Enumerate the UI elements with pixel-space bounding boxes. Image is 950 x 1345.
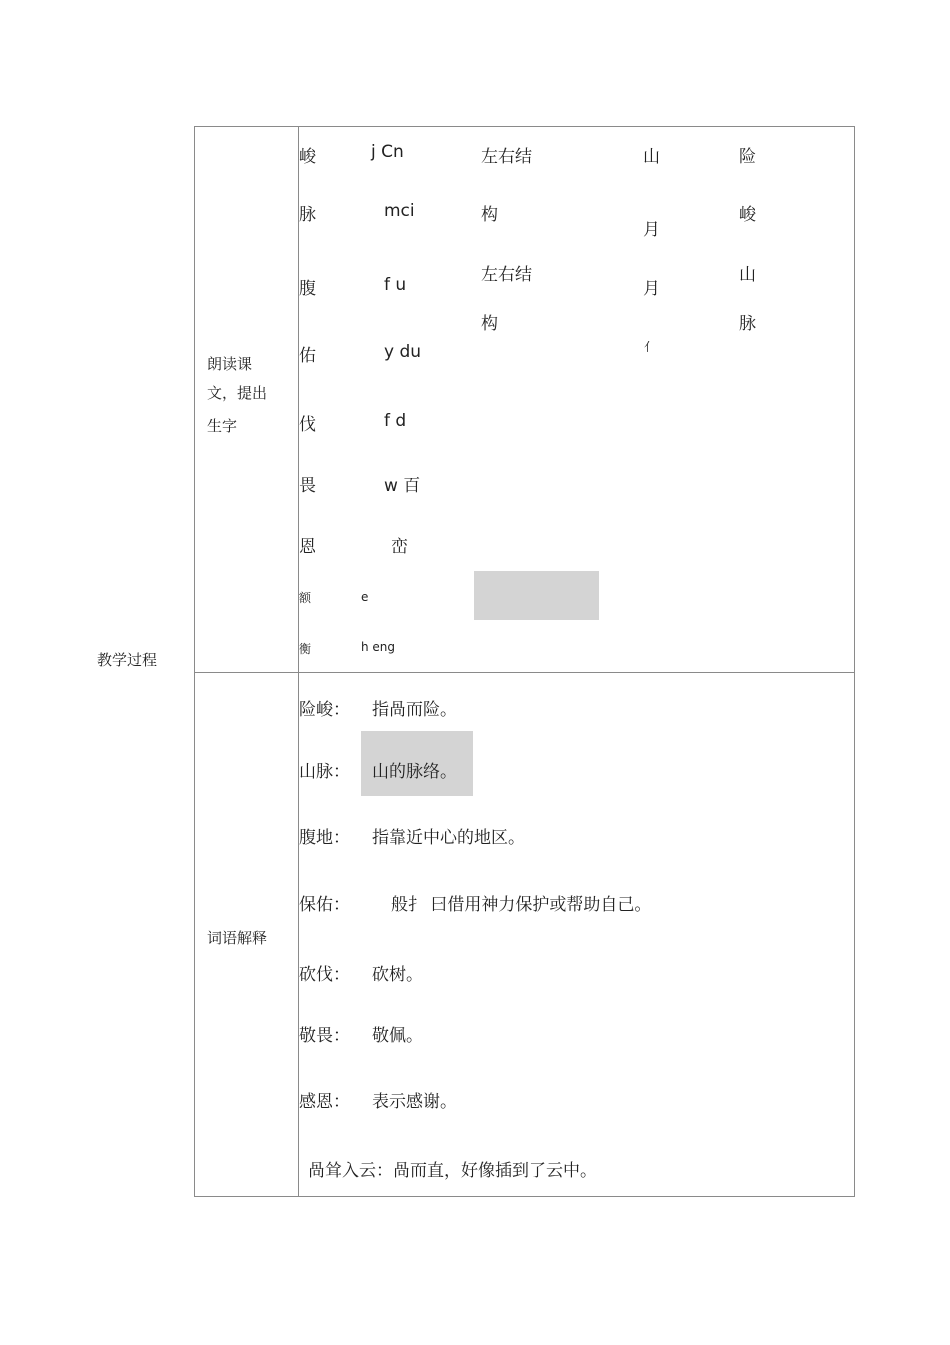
table-right-border xyxy=(854,126,855,1197)
pinyin-cell: j Cn xyxy=(371,142,404,162)
char-cell: 衡 xyxy=(299,642,312,656)
char-cell: 恩 xyxy=(299,537,316,557)
pinyin-cell: e xyxy=(361,590,369,604)
structure-cell: 构 xyxy=(481,314,498,334)
term-cell: 险峻： xyxy=(299,700,350,720)
char-cell: 脉 xyxy=(299,205,316,225)
pinyin-cell: w 百 xyxy=(384,476,421,496)
char-cell: 畏 xyxy=(299,476,316,496)
section1-label-line: 文，提出 xyxy=(207,384,268,402)
radical-cell: 山 xyxy=(643,147,660,167)
structure-cell: 左右结 xyxy=(481,147,532,167)
pinyin-cell: mci xyxy=(384,201,415,221)
term-cell: 保佑： xyxy=(299,895,350,915)
definition-cell: 敬佩。 xyxy=(372,1026,423,1046)
outer-label: 教学过程 xyxy=(97,651,158,669)
term-cell: 敬畏： xyxy=(299,1026,350,1046)
table-bottom-border xyxy=(194,1196,855,1197)
char-cell: 峻 xyxy=(299,147,316,167)
radical-cell: 亻 xyxy=(644,340,657,354)
definition-cell: 指靠近中心的地区。 xyxy=(372,828,525,848)
char-cell: 额 xyxy=(299,591,312,605)
definition-cell: 山的脉络。 xyxy=(372,762,457,782)
word-cell: 险 xyxy=(739,147,756,167)
table-middle-border xyxy=(194,672,855,673)
definition-cell: 般扌 曰借用神力保护或帮助自己。 xyxy=(391,895,652,915)
word-cell: 峻 xyxy=(739,205,756,225)
term-cell: 感恩： xyxy=(299,1092,350,1112)
char-cell: 腹 xyxy=(299,279,316,299)
section2-label: 词语解释 xyxy=(207,929,268,947)
term-cell: 腹地： xyxy=(299,828,350,848)
char-cell: 伐 xyxy=(299,415,316,435)
gray-highlight-box xyxy=(474,571,599,620)
pinyin-cell: y du xyxy=(384,342,422,362)
radical-cell: 月 xyxy=(643,220,660,240)
structure-cell: 构 xyxy=(481,205,498,225)
pinyin-cell: 峦 xyxy=(391,537,408,557)
last-definition-line: 咼耸入云：咼而直，好像插到了云中。 xyxy=(308,1161,597,1181)
char-cell: 佑 xyxy=(299,346,316,366)
term-cell: 砍伐： xyxy=(299,965,350,985)
structure-cell: 左右结 xyxy=(481,265,532,285)
word-cell: 脉 xyxy=(739,314,756,334)
definition-cell: 表示感谢。 xyxy=(372,1092,457,1112)
pinyin-cell: f u xyxy=(384,275,407,295)
definition-cell: 砍树。 xyxy=(372,965,423,985)
section1-label-line: 朗读课 xyxy=(207,355,253,373)
definition-cell: 指咼而险。 xyxy=(372,700,457,720)
table-left-border xyxy=(194,126,195,1197)
term-cell: 山脉： xyxy=(299,762,350,782)
radical-cell: 月 xyxy=(643,279,660,299)
word-cell: 山 xyxy=(739,265,756,285)
pinyin-cell: f d xyxy=(384,411,407,431)
table-top-border xyxy=(194,126,855,127)
section1-label-line: 生字 xyxy=(207,417,238,435)
pinyin-cell: h eng xyxy=(361,640,396,654)
